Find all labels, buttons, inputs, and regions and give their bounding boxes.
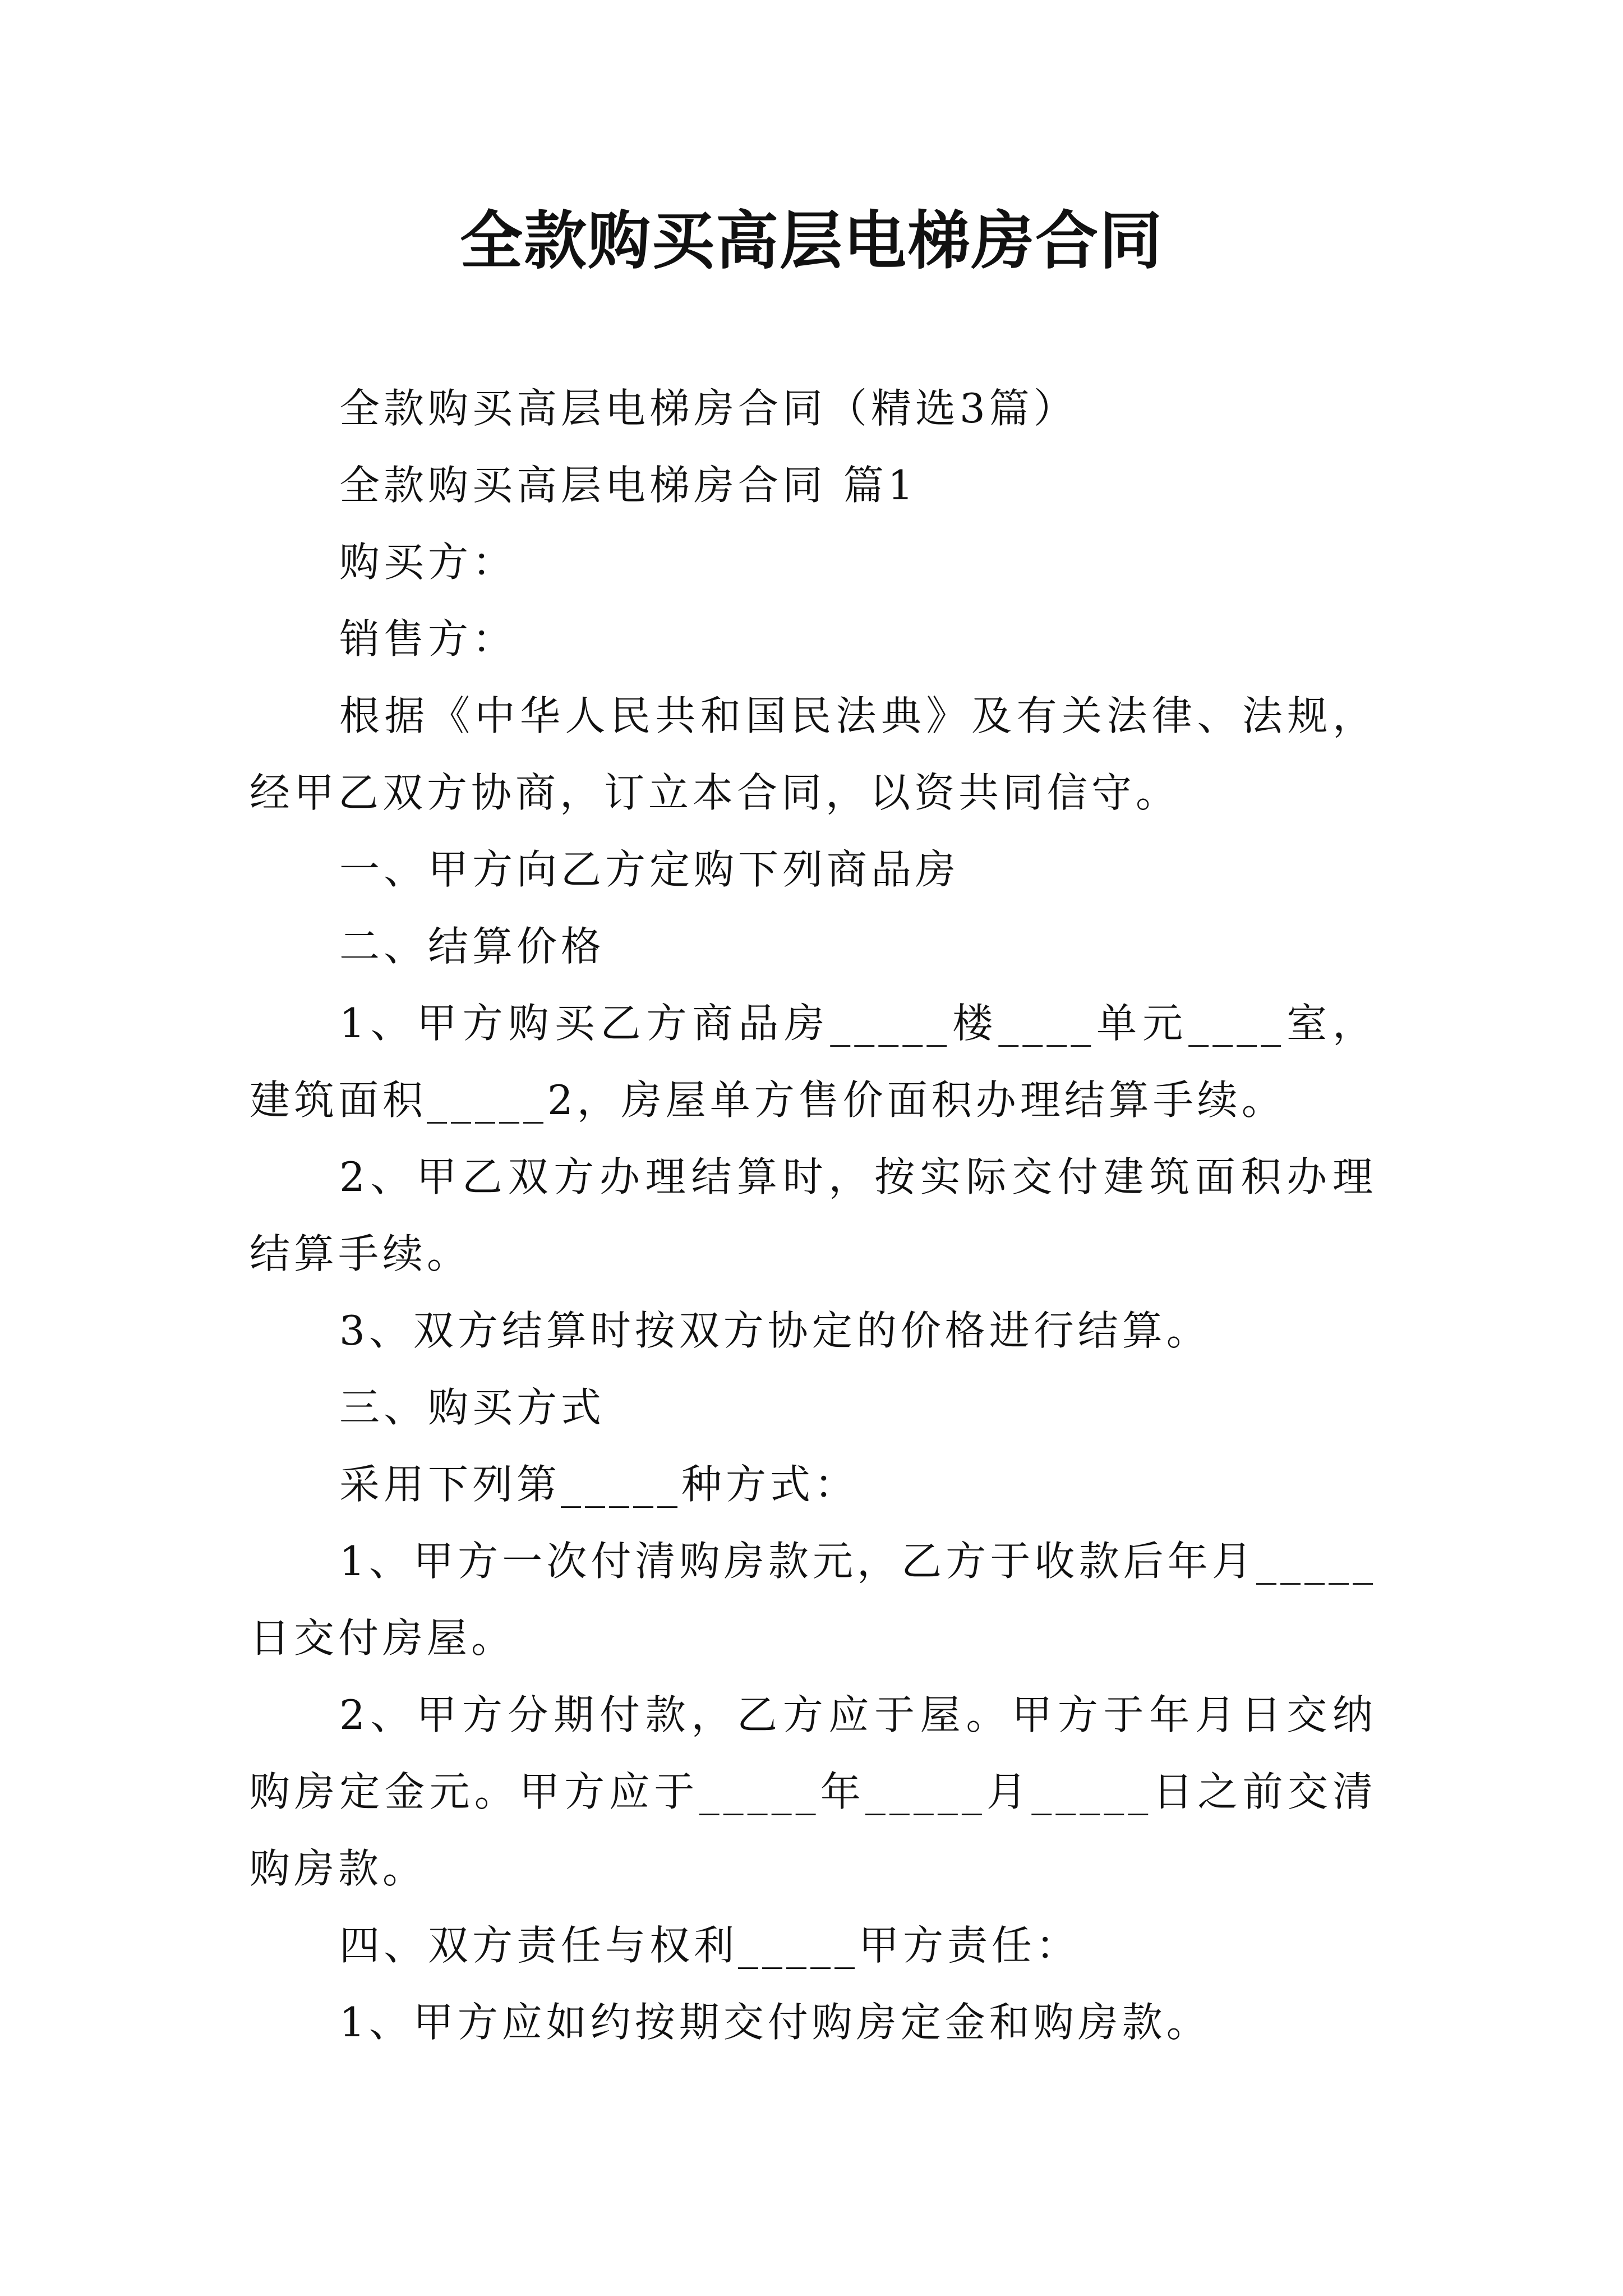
paragraph-clause-3: 三、购买方式 [339,1384,606,1431]
document-title: 全款购买高层电梯房合同 [460,204,1163,278]
paragraph-clause-2: 二、结算价格 [339,923,606,970]
paragraph-subtitle: 全款购买高层电梯房合同（精选3篇） [339,385,1078,432]
paragraph-clause-4-item-1: 1、甲方应如约按期交付购房定金和购房款。 [339,1999,1211,2046]
paragraph-buyer: 购买方： [339,539,517,586]
paragraph-clause-3-item-1: 1、甲方一次付清购房款元，乙方于收款后年月_____日交付房屋。 [250,1538,1377,1662]
paragraph-payment-choice: 采用下列第_____种方式： [339,1461,859,1508]
paragraph-clause-2-item-2: 2、甲乙双方办理结算时，按实际交付建筑面积办理结算手续。 [250,1153,1377,1277]
paragraph-clause-2-item-3: 3、双方结算时按双方协定的价格进行结算。 [339,1307,1211,1354]
document-body [250,370,1377,2061]
paragraph-seller: 销售方： [339,615,517,662]
paragraph-clause-3-item-2: 2、甲方分期付款，乙方应于屋。甲方于年月日交纳购房定金元。甲方应于_____年_____月_____日之前交清购房款。 [250,1691,1377,1892]
paragraph-clause-1: 一、甲方向乙方定购下列商品房 [339,846,960,893]
paragraph-section-heading: 全款购买高层电梯房合同 篇1 [339,462,917,509]
paragraph-clause-2-item-1: 1、甲方购买乙方商品房_____楼____单元____室，建筑面积_____2，房屋单方售价面积办理结算手续。 [250,1000,1377,1124]
paragraph-clause-4: 四、双方责任与权利_____甲方责任： [339,1922,1081,1969]
paragraph-preamble: 根据《中华人民共和国民法典》及有关法律、法规，经甲乙双方协商，订立本合同，以资共同信守。 [250,692,1377,816]
